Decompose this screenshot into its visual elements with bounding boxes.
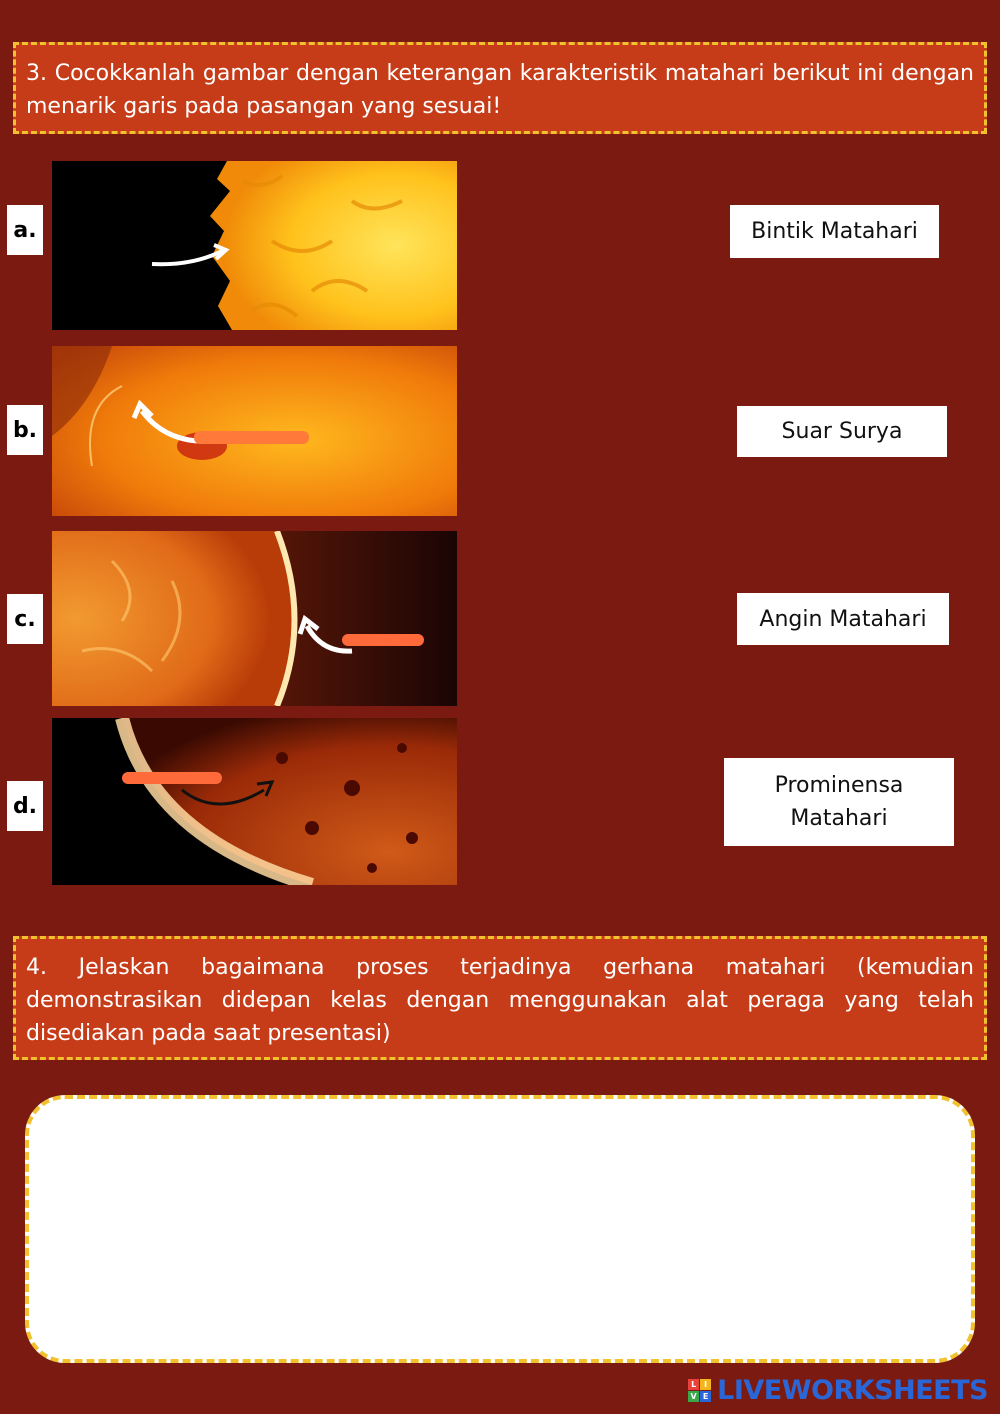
item-letter-b: b. [7,405,43,455]
logo-tile: E [700,1391,711,1402]
question-3-text: 3. Cocokkanlah gambar dengan keterangan karakteristik matahari berikut ini dengan menarik garis pada pasangan yang sesuai! [26,61,974,119]
term-label: Suar Surya [781,419,903,444]
question-4-instruction [13,936,987,1060]
logo-tile: L [688,1379,699,1390]
answer-textbox[interactable] [25,1095,975,1363]
question-3-instruction [13,42,987,134]
term-label: Bintik Matahari [751,219,918,244]
item-letter-c: c. [7,594,43,644]
item-letter-d: d. [7,781,43,831]
term-label: Angin Matahari [759,606,927,632]
logo-tile: I [700,1379,711,1390]
logo-tile: V [688,1391,699,1402]
logo-mosaic-icon [688,1379,711,1402]
liveworksheets-logo [688,1374,988,1406]
question-4-text: 4. Jelaskan bagaimana proses terjadinya gerhana matahari (kemudian demonstrasikan didepan kelas dengan menggunakan alat peraga yang telah disediakan pada saat presentasi) [26,955,974,1046]
sun-limb-glow-photo[interactable] [52,531,457,706]
term-label: Prominensa Matahari [774,773,904,831]
item-letter-a: a. [7,205,43,255]
term-suar-surya[interactable] [737,406,947,457]
solar-flare-photo[interactable] [52,346,457,516]
sun-edge-photo[interactable] [52,161,457,330]
term-prominensa-matahari[interactable] [724,758,954,846]
term-angin-matahari[interactable] [737,593,949,645]
term-bintik-matahari[interactable] [730,205,939,258]
logo-text: LIVEWORKSHEETS [717,1374,988,1406]
sun-surface-spots-photo[interactable] [52,718,457,885]
